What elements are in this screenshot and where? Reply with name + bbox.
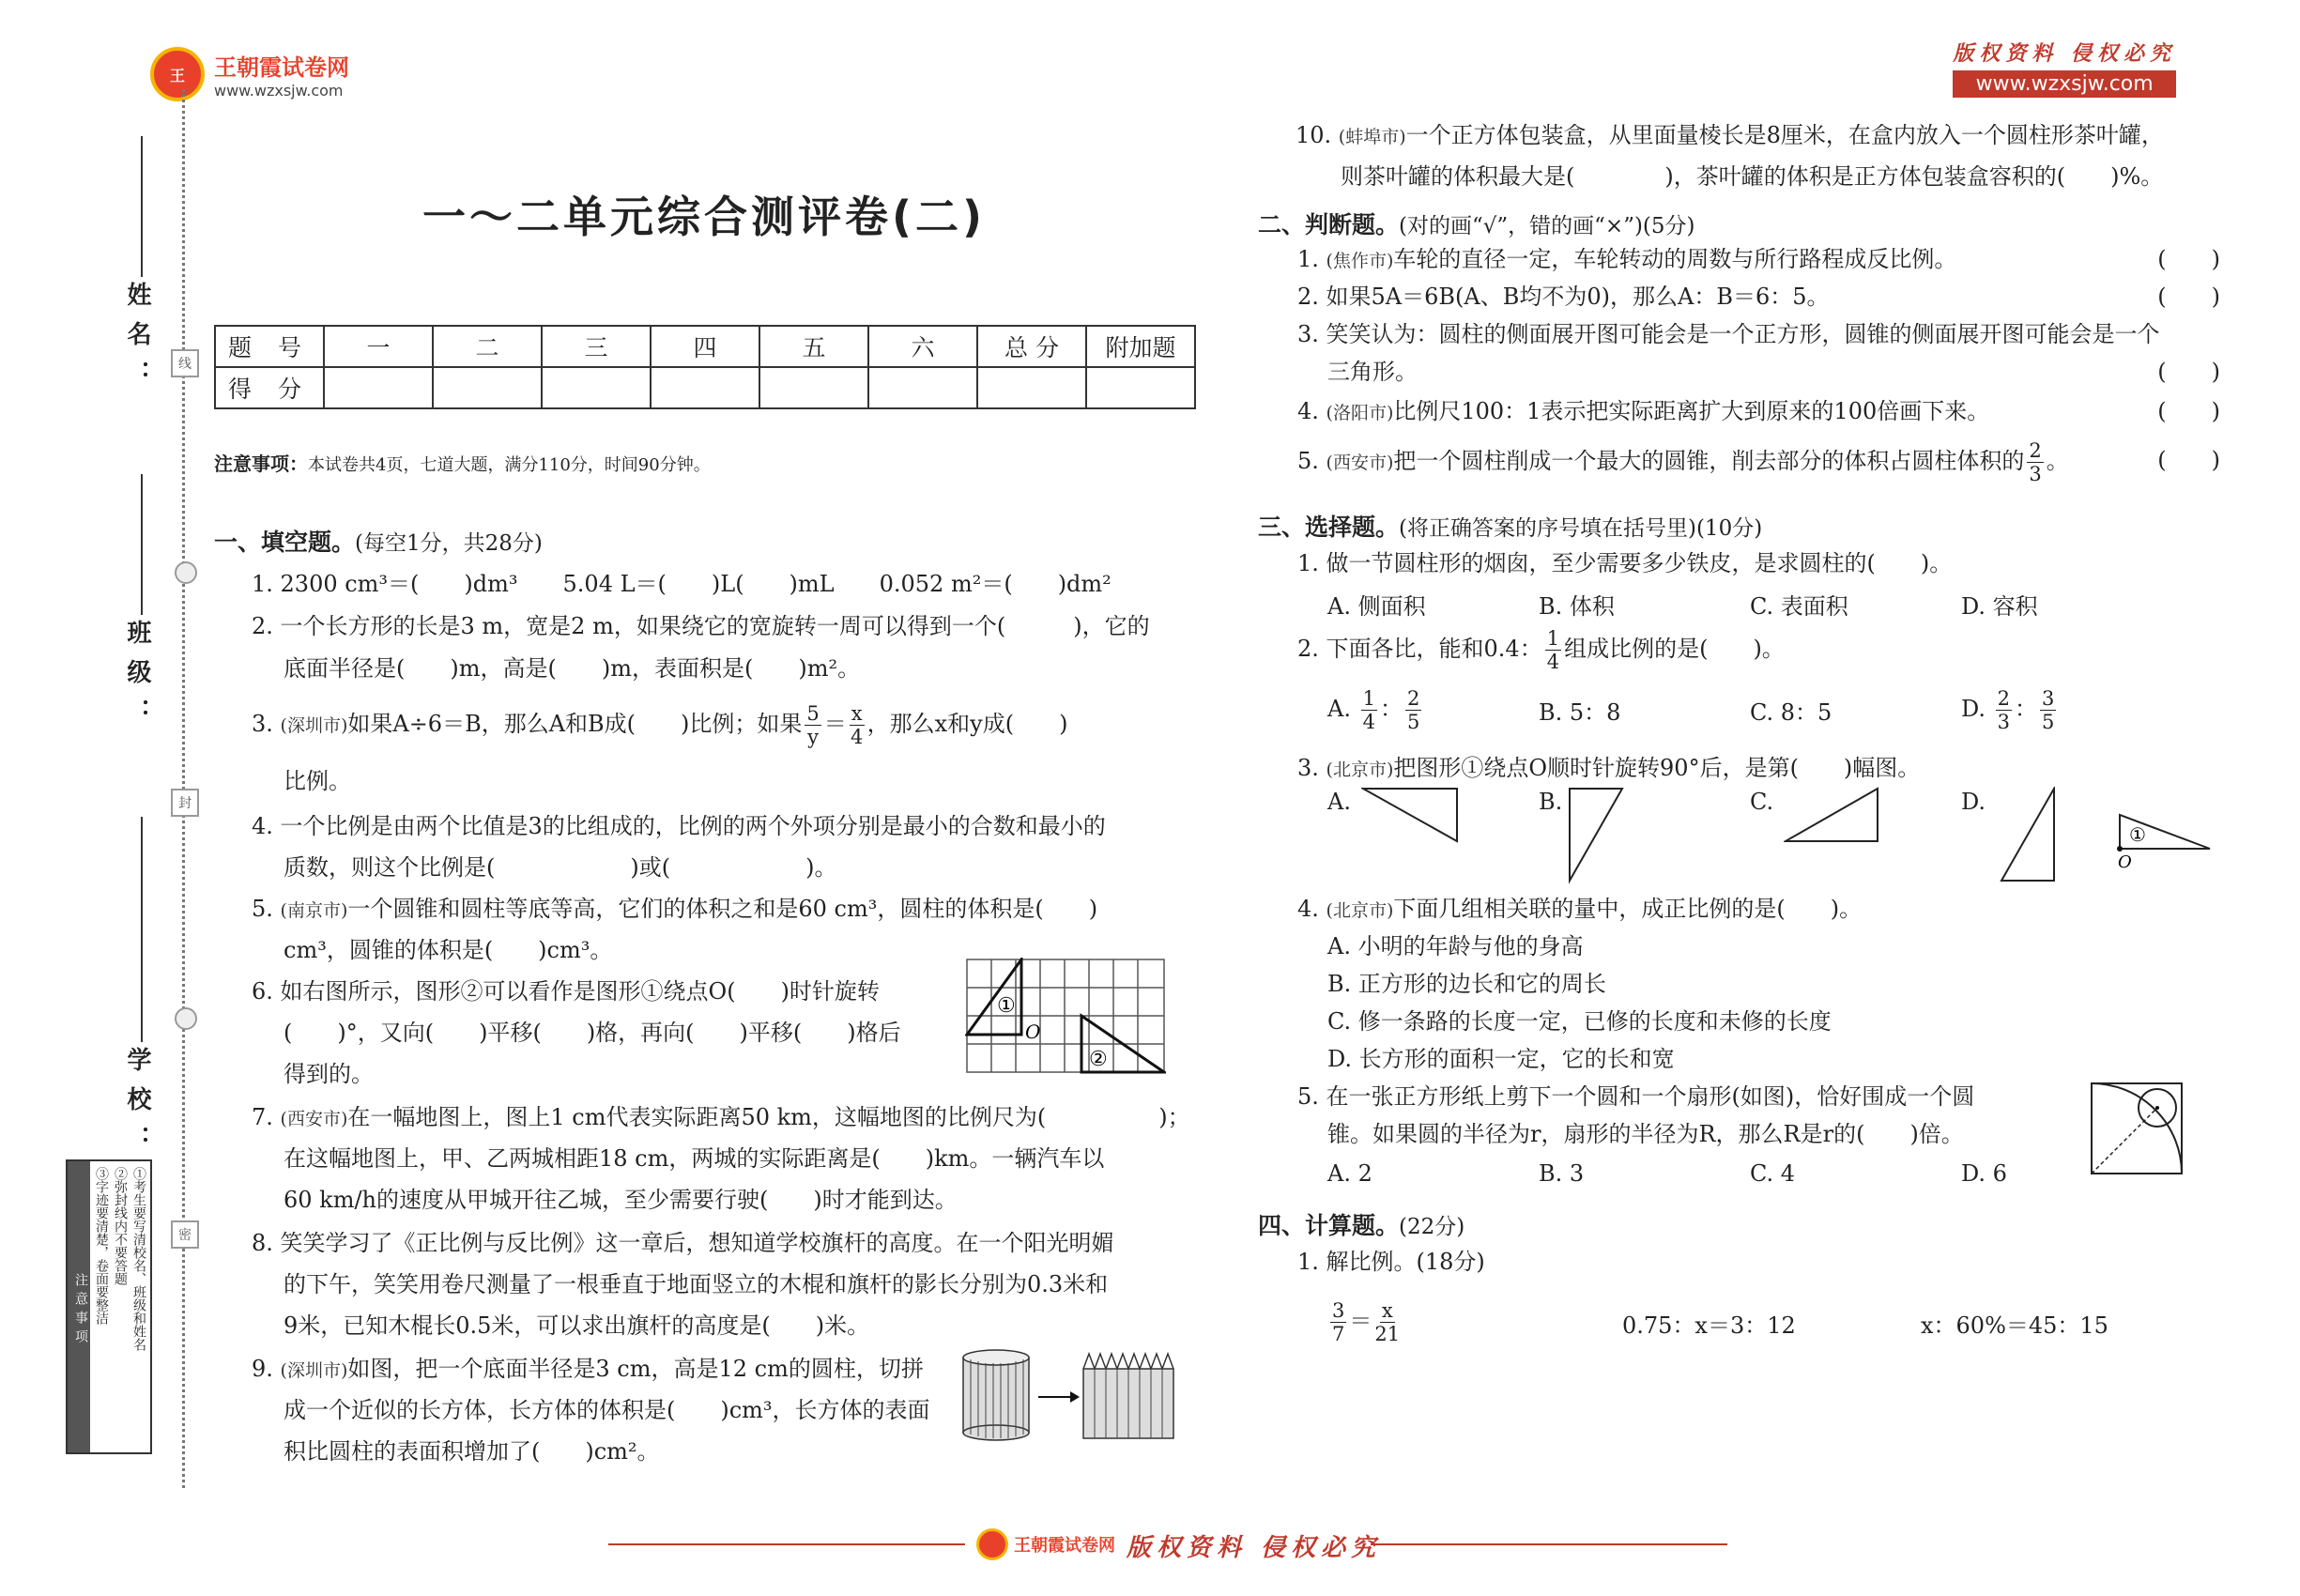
point-o-label: O	[1025, 1021, 1041, 1043]
numerator: 2	[1997, 687, 2011, 710]
footer-rule-left	[608, 1543, 965, 1545]
denominator: y	[807, 726, 820, 748]
score-cell: 附加题	[1086, 326, 1195, 367]
copyright-top	[1953, 38, 2176, 98]
option-b[interactable]: B. 正方形的边长和它的周长	[1327, 971, 1606, 997]
question-3-2	[1297, 627, 1785, 673]
city-tag: (蚌埠市)	[1338, 127, 1406, 147]
options-3-5	[1327, 1160, 2172, 1187]
fraction	[1996, 687, 2012, 733]
city-tag: (南京市)	[280, 900, 348, 921]
name-label: 姓名：	[123, 282, 151, 400]
option-b[interactable]: B. 3	[1539, 1160, 1585, 1187]
section-heading: 四、计算题。	[1258, 1212, 1400, 1239]
q-text: 如果A÷6＝B，那么A和B成( )比例；如果	[347, 711, 803, 737]
option-b-triangle	[1568, 787, 1628, 884]
equation-1	[1327, 1299, 1403, 1345]
option-b[interactable]: B. 5：8	[1539, 699, 1621, 726]
score-table	[214, 325, 1196, 409]
notice-line: ③字迹要清楚，卷面要整洁	[94, 1167, 109, 1325]
score-input-cell[interactable]	[542, 367, 651, 408]
q-text: 车轮的直径一定，车轮转动的周数与所行路程成反比例。	[1393, 246, 1957, 272]
option[interactable]: B. 体积	[1539, 593, 1615, 620]
q-number: 9.	[252, 1356, 281, 1382]
ratio-sep: ：	[2015, 696, 2038, 722]
score-input-cell[interactable]	[1086, 367, 1195, 408]
section-heading: 三、选择题。	[1258, 514, 1400, 541]
question-1-5b: cm³，圆锥的体积是( )cm³。	[284, 937, 613, 963]
fraction	[850, 702, 865, 748]
numerator: 5	[806, 702, 820, 725]
equation-2: 0.75：x＝3：12	[1622, 1312, 1796, 1339]
q-text: ，那么x和y成( )	[866, 711, 1068, 737]
answer-paren[interactable]: ( )	[2157, 246, 2220, 272]
q-end: 。	[2046, 448, 2069, 474]
fraction	[1545, 627, 1561, 673]
option-c[interactable]: C.	[1750, 789, 1774, 815]
q-text: 在一幅地图上，图上1 cm代表实际距离50 km，这幅地图的比例尺为( )；	[347, 1104, 1190, 1130]
denominator: 3	[1997, 711, 2011, 733]
question-2-3b: 三角形。	[1327, 359, 1418, 385]
numerator: 3	[1332, 1299, 1345, 1322]
question-1-3	[252, 702, 1067, 748]
option-a[interactable]: A. 2	[1327, 1160, 1372, 1187]
binding-mark-secret: 密	[171, 1220, 199, 1249]
binding-hole-icon	[175, 561, 197, 584]
option-c[interactable]: C. 4	[1750, 1160, 1796, 1187]
options-3-2	[1327, 687, 2172, 733]
notice-body	[90, 1161, 150, 1452]
section-note: (22分)	[1399, 1215, 1465, 1239]
shape-2-label: ②	[1089, 1048, 1108, 1071]
q-text: 把一个圆柱削成一个最大的圆锥，削去部分的体积占圆柱体积的	[1393, 448, 2025, 474]
score-input-cell[interactable]	[433, 367, 542, 408]
score-cell: 一	[324, 326, 433, 367]
question-1-5a	[252, 888, 1097, 931]
score-cell: 四	[651, 326, 759, 367]
score-input-cell[interactable]	[868, 367, 977, 408]
question-1-6a: 6. 如右图所示，图形②可以看作是图形①绕点O( )时针旋转	[252, 978, 880, 1005]
city-tag: (深圳市)	[280, 715, 348, 736]
question-1-9a	[252, 1348, 924, 1391]
page-title: 一～二单元综合测评卷(二)	[422, 192, 987, 242]
option-a-triangle	[1361, 787, 1464, 847]
city-tag: (北京市)	[1326, 900, 1394, 921]
numerator: 2	[1406, 687, 1420, 710]
footer-logo-icon	[976, 1528, 1008, 1560]
school-line	[141, 817, 143, 1042]
q-number: 5.	[1297, 448, 1326, 474]
logo-name: 王朝霞试卷网	[214, 54, 349, 81]
question-1-3c: 比例。	[284, 768, 351, 794]
footer-logo-name: 王朝霞试卷网	[1014, 1536, 1115, 1556]
q-text: 一个正方体包装盒，从里面量棱长是8厘米，在盒内放入一个圆柱形茶叶罐，	[1405, 122, 2164, 148]
q-text: 把图形①绕点O顺时针旋转90°后，是第( )幅图。	[1393, 755, 1921, 781]
name-line	[141, 136, 143, 277]
question-1-7c: 60 km/h的速度从甲城开往乙城，至少需要行驶( )时才能到达。	[284, 1187, 958, 1213]
option-label: A.	[1327, 696, 1351, 722]
q-number: 3.	[252, 711, 281, 737]
numerator: 3	[2042, 687, 2055, 710]
question-1-8c: 9米，已知木棍长0.5米，可以求出旗杆的高度是( )米。	[284, 1312, 870, 1339]
denominator: 7	[1332, 1323, 1345, 1345]
q-number: 4.	[1297, 398, 1326, 424]
notice-box	[66, 1159, 152, 1454]
denominator: 4	[1546, 651, 1560, 673]
fraction	[1361, 687, 1377, 733]
question-1-7b: 在这幅地图上，甲、乙两城相距18 cm，两城的实际距离是( )km。一辆汽车以	[284, 1145, 1105, 1172]
city-tag: (洛阳市)	[1326, 403, 1394, 423]
city-tag: (焦作市)	[1326, 251, 1394, 271]
option-c-triangle	[1784, 787, 1881, 847]
option[interactable]: C. 表面积	[1750, 593, 1848, 620]
question-1-7a	[252, 1097, 1190, 1140]
attention-note	[214, 449, 711, 476]
question-3-1: 1. 做一节圆柱形的烟囱，至少需要多少铁皮，是求圆柱的( )。	[1297, 550, 1953, 576]
q-number: 5.	[252, 896, 281, 922]
answer-paren[interactable]: ( )	[2157, 447, 2220, 473]
denominator: 21	[1374, 1323, 1401, 1345]
options-3-1	[1327, 588, 2172, 621]
footer-rule-right	[1371, 1543, 1727, 1545]
fraction	[2040, 687, 2056, 733]
option-d-triangle	[2000, 787, 2060, 884]
q-number: 3.	[1297, 755, 1326, 781]
score-row-label: 得 分	[215, 367, 324, 408]
logo-badge-icon: 王	[150, 47, 205, 101]
rotation-grid-figure	[965, 958, 1166, 1076]
q-text: 组成比例的是( )。	[1564, 636, 1785, 662]
binding-mark-line: 线	[171, 349, 199, 377]
city-tag: (西安市)	[1326, 453, 1394, 473]
cylinder-cut-figure	[961, 1348, 1177, 1442]
option-c[interactable]: C. 修一条路的长度一定，已修的长度和未修的长度	[1327, 1008, 1832, 1035]
binding-mark-seal: 封	[171, 789, 199, 817]
q-text: 一个圆锥和圆柱等底等高，它们的体积之和是60 cm³，圆柱的体积是( )	[347, 896, 1098, 922]
option-b[interactable]: B.	[1539, 789, 1563, 815]
fraction	[1330, 1299, 1346, 1345]
shape-1-label: ①	[2129, 823, 2146, 846]
question-1-8a: 8. 笑笑学习了《正比例与反比例》这一章后，想知道学校旗杆的高度。在一个阳光明媚	[252, 1230, 1114, 1256]
score-cell: 题 号	[215, 326, 324, 367]
question-1-9b: 成一个近似的长方体，长方体的体积是( )cm³，长方体的表面	[284, 1397, 930, 1423]
question-1-2b: 底面半径是( )m，高是( )m，表面积是( )m²。	[284, 655, 861, 682]
answer-paren[interactable]: ( )	[2157, 398, 2220, 424]
denominator: 3	[2029, 463, 2042, 485]
section4-title	[1258, 1207, 1464, 1241]
question-2-4	[1297, 391, 1989, 434]
option[interactable]: A. 侧面积	[1327, 593, 1426, 620]
denominator: 5	[2042, 711, 2055, 733]
question-4-1: 1. 解比例。(18分)	[1297, 1249, 1485, 1275]
denominator: 4	[1362, 711, 1375, 733]
question-1-9c: 积比圆柱的表面积增加了( )cm²。	[284, 1438, 660, 1465]
score-cell: 五	[759, 326, 868, 367]
copyright-url: www.wzxsjw.com	[1953, 70, 2176, 98]
equals: ＝	[1349, 1308, 1372, 1334]
score-header-row	[215, 326, 1195, 367]
fraction	[2027, 439, 2043, 485]
q-text: 比例尺100：1表示把实际距离扩大到原来的100倍画下来。	[1393, 398, 1990, 424]
question-1-4a: 4. 一个比例是由两个比值是3的比组成的，比例的两个外项分别是最小的合数和最小的	[252, 813, 1106, 839]
class-label: 班级：	[123, 620, 151, 738]
score-input-cell[interactable]	[977, 367, 1086, 408]
shape-1-label: ①	[997, 994, 1016, 1018]
numerator: x	[1381, 1299, 1393, 1322]
score-input-cell[interactable]	[651, 367, 759, 408]
section-heading: 二、判断题。	[1258, 211, 1400, 238]
logo-url: www.wzxsjw.com	[214, 82, 344, 100]
logo	[150, 47, 349, 101]
section-heading: 一、填空题。	[214, 529, 356, 556]
option-d[interactable]: D. 6	[1961, 1160, 2007, 1187]
section-note: (将正确答案的序号填在括号里)(10分)	[1399, 516, 1763, 541]
option-label: D.	[1961, 696, 1986, 722]
numerator: 1	[1362, 687, 1375, 710]
score-cell: 总 分	[977, 326, 1086, 367]
denominator: 4	[851, 726, 864, 748]
question-1-10a	[1296, 115, 2164, 158]
option-a[interactable]	[1327, 687, 1539, 733]
section3-title	[1258, 509, 1762, 543]
question-2-5	[1297, 439, 2069, 485]
notice-line: ②弥封线内不要答题	[113, 1167, 128, 1285]
notice-title: 注意事项	[68, 1161, 90, 1452]
city-tag: (北京市)	[1326, 760, 1394, 780]
footer-logo	[976, 1528, 1115, 1560]
city-tag: (深圳市)	[280, 1360, 348, 1381]
point-o-label: O	[2118, 852, 2132, 871]
q-number: 4.	[1297, 896, 1326, 922]
question-3-3	[1297, 747, 1920, 790]
q-text: 下面几组相关联的量中，成正比例的是( )。	[1393, 896, 1863, 922]
question-2-2: 2. 如果5A＝6B(A、B均不为0)，那么A：B＝6：5。	[1297, 284, 1830, 310]
footer-copyright: 版权资料 侵权必究	[1127, 1534, 1382, 1562]
question-1-4b: 质数，则这个比例是( )或( )。	[284, 854, 837, 881]
school-label: 学校：	[123, 1047, 151, 1165]
fraction	[1405, 687, 1421, 733]
q-number: 1.	[1297, 246, 1326, 272]
binding-hole-icon	[175, 1007, 197, 1030]
score-cell: 二	[433, 326, 542, 367]
question-2-3a: 3. 笑笑认为：圆柱的侧面展开图可能会是一个正方形，圆锥的侧面展开图可能会是一个	[1297, 321, 2160, 347]
option[interactable]: D. 容积	[1961, 593, 2038, 620]
score-cell: 三	[542, 326, 651, 367]
square-paper-figure	[2090, 1082, 2187, 1179]
score-input-cell[interactable]	[759, 367, 868, 408]
question-1-1: 1. 2300 cm³＝( )dm³ 5.04 L＝( )L( )mL 0.052 m²＝( )dm²	[252, 571, 1112, 597]
question-3-5b: 锥。如果圆的半径为r，扇形的半径为R，那么R是r的( )倍。	[1327, 1121, 1964, 1147]
notice-line: ①考生要写清校名、班级和姓名	[131, 1167, 146, 1351]
question-1-6b: ( )°，又向( )平移( )格，再向( )平移( )格后	[284, 1020, 901, 1046]
question-1-2a: 2. 一个长方形的长是3 m，宽是2 m，如果绕它的宽旋转一周可以得到一个( )，它的	[252, 613, 1150, 639]
question-3-5a: 5. 在一张正方形纸上剪下一个圆和一个扇形(如图)，恰好围成一个圆	[1297, 1083, 1975, 1110]
ratio-sep: ：	[1379, 696, 1403, 722]
equals: ＝	[823, 711, 847, 737]
equation-3: x：60%＝45：15	[1921, 1312, 2108, 1339]
attention-label: 注意事项：	[214, 453, 308, 475]
section-note: (每空1分，共28分)	[355, 531, 543, 556]
copyright-text: 版权资料 侵权必究	[1953, 41, 2176, 66]
section-note: (对的画“√”，错的画“×”)(5分)	[1399, 214, 1695, 238]
section2-title	[1258, 207, 1695, 240]
option-d[interactable]: D. 长方形的面积一定，它的长和宽	[1327, 1046, 1675, 1072]
question-1-10b: 则茶叶罐的体积最大是( )，茶叶罐的体积是正方体包装盒容积的( )%。	[1341, 163, 2164, 190]
option-a[interactable]: A.	[1327, 789, 1351, 815]
answer-paren[interactable]: ( )	[2157, 359, 2220, 385]
score-row	[215, 367, 1195, 408]
fraction	[1374, 1299, 1400, 1345]
original-triangle-figure	[2116, 811, 2219, 871]
fraction	[805, 702, 820, 748]
question-1-8b: 的下午，笑笑用卷尺测量了一根垂直于地面竖立的木棍和旗杆的影长分别为0.3米和	[284, 1271, 1109, 1297]
option-d[interactable]	[1961, 687, 2172, 733]
score-input-cell[interactable]	[324, 367, 433, 408]
option-d[interactable]: D.	[1961, 789, 1986, 815]
attention-text: 本试卷共4页，七道大题，满分110分，时间90分钟。	[308, 455, 711, 475]
q-number: 10.	[1296, 122, 1339, 148]
numerator: x	[851, 702, 863, 725]
denominator: 5	[1406, 711, 1420, 733]
numerator: 2	[2029, 439, 2042, 462]
numerator: 1	[1546, 627, 1560, 650]
option-a[interactable]: A. 小明的年龄与他的身高	[1327, 933, 1584, 959]
q-number: 7.	[252, 1104, 281, 1130]
score-cell: 六	[868, 326, 977, 367]
class-line	[141, 474, 143, 615]
answer-paren[interactable]: ( )	[2157, 284, 2220, 310]
section1-title	[214, 524, 543, 558]
option-c[interactable]: C. 8：5	[1750, 699, 1832, 726]
question-1-6c: 得到的。	[284, 1061, 374, 1087]
q-text: 2. 下面各比，能和0.4：	[1297, 636, 1542, 662]
city-tag: (西安市)	[280, 1109, 348, 1129]
q-text: 如图，把一个底面半径是3 cm，高是12 cm的圆柱，切拼	[347, 1356, 924, 1382]
